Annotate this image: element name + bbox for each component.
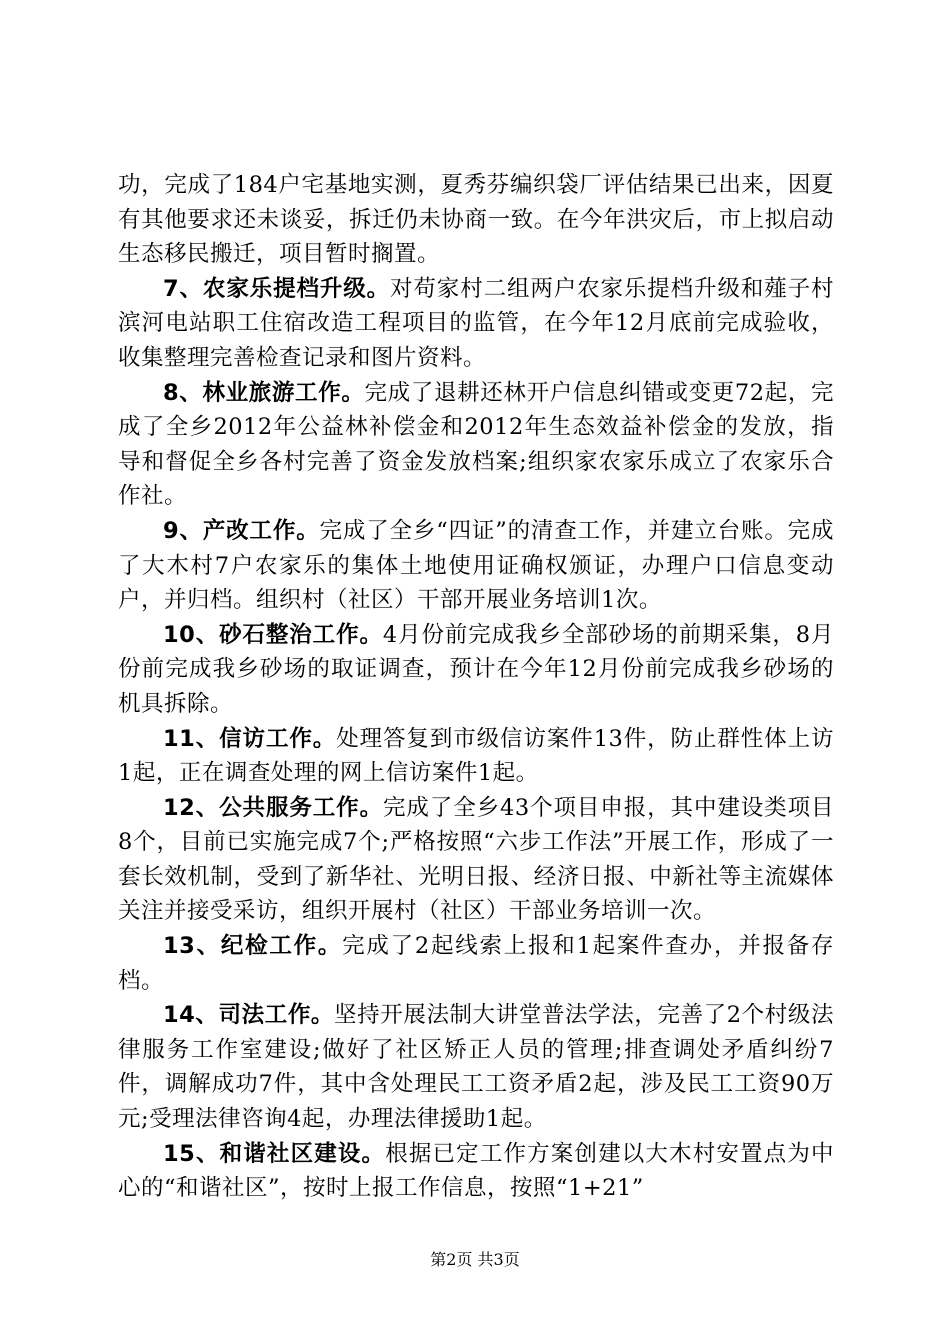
paragraph-item-15 — [118, 1137, 834, 1206]
paragraph-body: 坚持开展法制大讲堂普法学法，完善了2个村级法律服务工作室建设;做好了社区矫正人员的管理;排查调处矛盾纠纷7件，调解成功7件，其中含处理民工工资矛盾2起，涉及民工工资90万元;受理法律咨询4起，办理法律援助1起。 — [118, 1002, 834, 1133]
paragraph-body: 完成了2起线索上报和1起案件查办，并报备存档。 — [118, 933, 834, 994]
paragraph-heading: 7、农家乐提档升级。 — [163, 275, 391, 302]
paragraph-item-11 — [118, 722, 834, 791]
paragraph-item-8 — [118, 376, 834, 514]
paragraph-item-13 — [118, 929, 834, 998]
paragraph-continuation — [118, 168, 834, 272]
paragraph-heading: 15、和谐社区建设。 — [163, 1140, 386, 1167]
paragraph-item-10 — [118, 618, 834, 722]
paragraph-body: 根据已定工作方案创建以大木村安置点为中心的“和谐社区”，按时上报工作信息，按照“1+21” — [118, 1140, 834, 1202]
document-body — [118, 168, 834, 1206]
paragraph-body: 完成了全乡“四证”的清查工作，并建立台账。完成了大木村7户农家乐的集体土地使用证确权颁证，办理户口信息变动户，并归档。组织村（社区）干部开展业务培训1次。 — [118, 517, 834, 614]
paragraph-heading: 11、信访工作。 — [163, 725, 337, 752]
paragraph-item-12 — [118, 791, 834, 929]
paragraph-item-7 — [118, 272, 834, 376]
paragraph-heading: 13、纪检工作。 — [163, 933, 343, 960]
paragraph-heading: 14、司法工作。 — [163, 1002, 335, 1029]
paragraph-body: 处理答复到市级信访案件13件，防止群性体上访1起，正在调查处理的网上信访案件1起。 — [118, 725, 835, 787]
paragraph-body: 功，完成了184户宅基地实测，夏秀芬编织袋厂评估结果已出来，因夏有其他要求还未谈妥，拆迁仍未协商一致。在今年洪灾后，市上拟启动生态移民搬迁，项目暂时搁置。 — [118, 172, 834, 268]
paragraph-heading: 8、林业旅游工作。 — [163, 379, 365, 406]
paragraph-body: 完成了全乡43个项目申报，其中建设类项目8个，目前已实施完成7个;严格按照“六步工作法”开展工作，形成了一套长效机制，受到了新华社、光明日报、经济日报、中新社等主流媒体关注并接受采访，组织开展村（社区）干部业务培训一次。 — [118, 794, 834, 925]
page-number-label: 第2页 共3页 — [430, 1250, 520, 1269]
paragraph-item-9 — [118, 514, 834, 618]
page-footer — [0, 1247, 950, 1270]
paragraph-heading: 10、砂石整治工作。 — [163, 621, 383, 648]
paragraph-heading: 12、公共服务工作。 — [163, 794, 383, 821]
paragraph-body: 4月份前完成我乡全部砂场的前期采集，8月份前完成我乡砂场的取证调查，预计在今年12月份前完成我乡砂场的机具拆除。 — [118, 621, 835, 717]
paragraph-item-14 — [118, 998, 834, 1136]
paragraph-body: 对苟家村二组两户农家乐提档升级和薤子村滨河电站职工住宿改造工程项目的监管，在今年12月底前完成验收，收集整理完善检查记录和图片资料。 — [118, 275, 834, 371]
paragraph-body: 完成了退耕还林开户信息纠错或变更72起，完成了全乡2012年公益林补偿金和2012年生态效益补偿金的发放，指导和督促全乡各村完善了资金发放档案;组织家农家乐成立了农家乐合作社。 — [118, 379, 834, 510]
paragraph-heading: 9、产改工作。 — [163, 517, 320, 544]
